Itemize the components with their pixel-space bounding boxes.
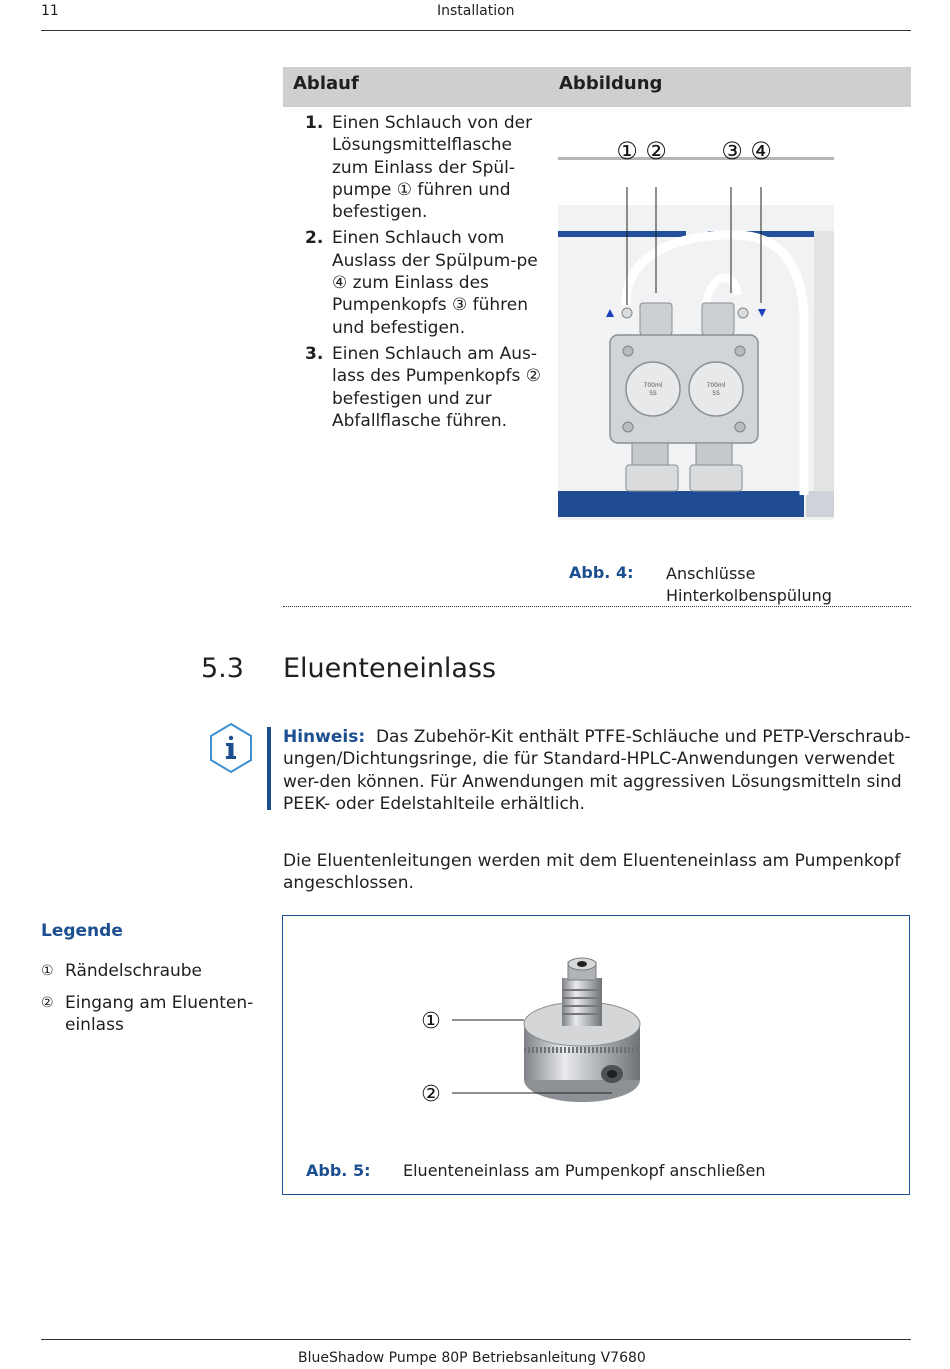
procedure-step: 2. Einen Schlauch vom Auslass der Spülpum-pe ④ zum Einlass des Pumpenkopfs ③ führen und befestigen. [305,228,538,338]
note-label: Hinweis: [283,727,366,747]
figure4-marker-1: ① [616,137,638,165]
procedure-step: 1. Einen Schlauch von der Lösungsmittelflasche zum Einlass der Spül-pumpe ① führen und befestigen. [305,113,533,223]
note-bar [267,727,271,810]
table-bottom-rule [283,606,911,607]
section-title: Eluenteneinlass [283,653,497,684]
procedure-steps [305,112,545,436]
svg-text:700ml: 700ml [706,382,726,389]
legend-list [41,960,271,1046]
legend-item: ② Eingang am Eluenten-einlass [41,993,254,1035]
svg-text:700ml: 700ml [643,382,663,389]
figure5-marker-2: ② [421,1082,441,1107]
body-paragraph: Die Eluentenleitungen werden mit dem Eluenteneinlass am Pumpenkopf angeschlossen. [283,851,901,894]
column-header-figure: Abbildung [559,73,663,94]
figure5-caption-text: Eluenteneinlass am Pumpenkopf anschließen [403,1161,766,1180]
legend-item: ① Rändelschraube [41,961,203,981]
table-header [283,67,911,107]
procedure-step: 3. Einen Schlauch am Aus-lass des Pumpenkopfs ② befestigen und zur Abfallflasche führen. [305,343,541,431]
legend-title: Legende [41,921,123,941]
footer-rule [41,1339,911,1340]
eluent-inlet-figure [412,950,652,1110]
info-icon [208,722,254,774]
svg-text:SS: SS [712,390,720,397]
pump-head-connections-figure [558,135,836,520]
figure5-marker-1: ① [421,1009,441,1034]
figure5-caption-label: Abb. 5: [306,1161,371,1180]
figure4-marker-3: ③ [721,137,743,165]
svg-text:SS: SS [649,390,657,397]
column-header-process: Ablauf [293,73,359,94]
figure4-caption-label: Abb. 4: [569,563,634,582]
footer-text: BlueShadow Pumpe 80P Betriebsanleitung V7680 [298,1350,646,1366]
page-number: 11 [41,3,59,19]
running-header-title: Installation [437,3,515,19]
figure4-marker-4: ④ [750,137,772,165]
header-rule [41,30,911,31]
figure4-marker-2: ② [645,137,667,165]
section-number: 5.3 [201,653,244,684]
figure4-caption-text: Anschlüsse Hinterkolbenspülung [666,564,832,605]
note-text: Hinweis: Das Zubehör-Kit enthält PTFE-Schläuche und PETP-Verschraub-ungen/Dichtungsringe, die für Standard-HPLC-Anwendungen verwendet wer-den können. Für Anwendungen mit aggressiven Lösungsmitteln sind PEEK- oder Edelstahlteile erhältlich. [283,727,911,814]
